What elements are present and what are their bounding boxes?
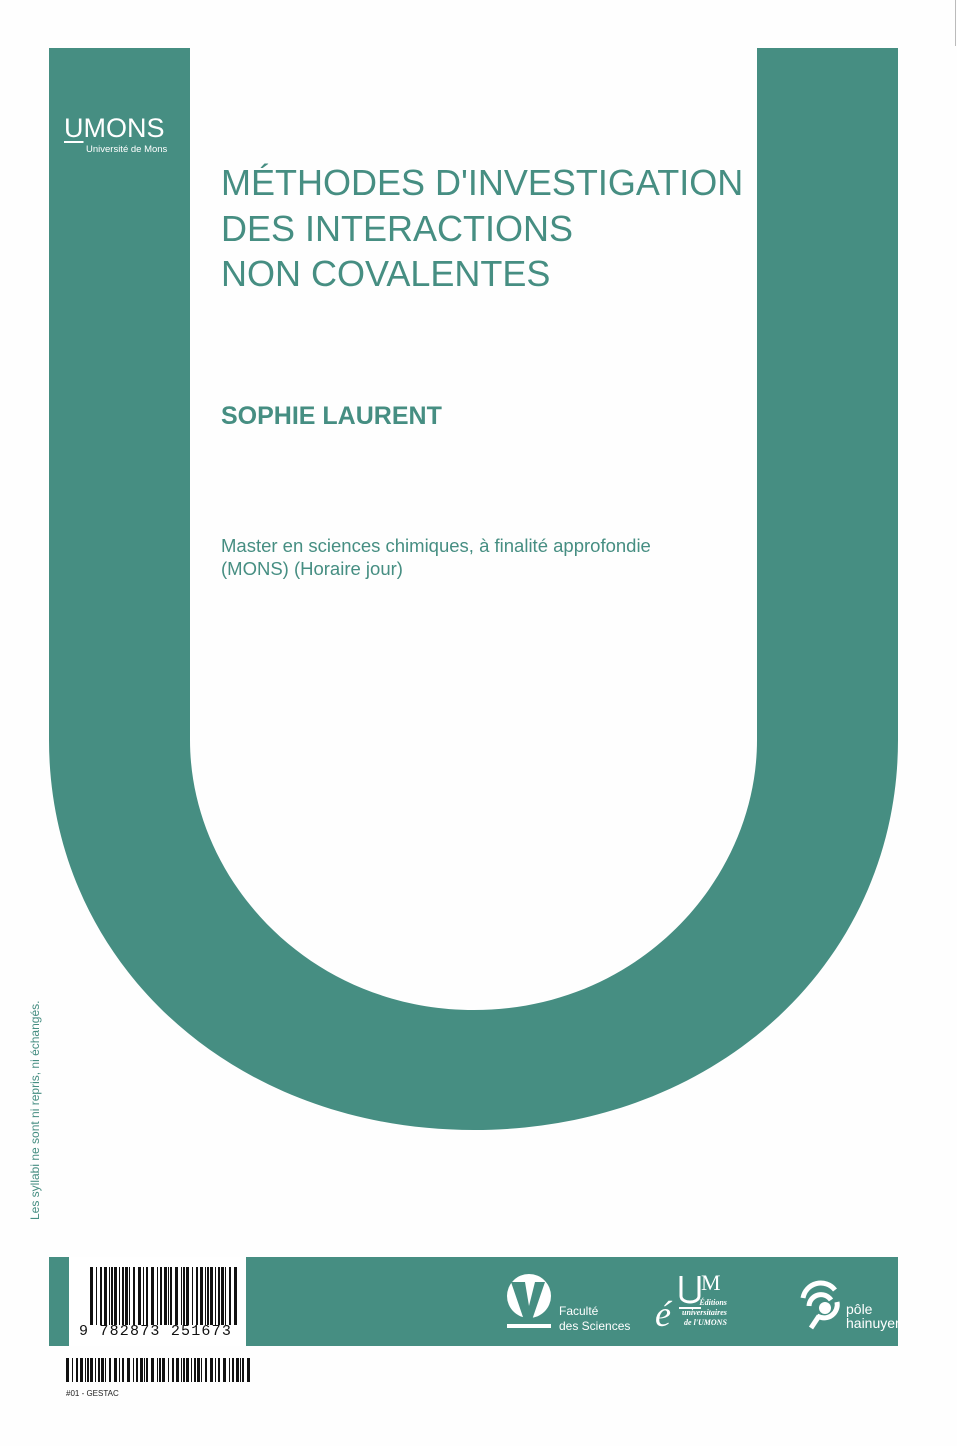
svg-text:é: é [655, 1294, 671, 1332]
faculte-line: des Sciences [559, 1319, 631, 1333]
umons-wordmark-u: U [64, 113, 84, 143]
eum-label [682, 1298, 727, 1328]
faculte-label [559, 1304, 630, 1334]
scrollbar-edge [955, 0, 956, 46]
svg-text:M: M [701, 1272, 721, 1295]
pole-line: hainuyer [846, 1315, 900, 1331]
pole-label [846, 1302, 900, 1330]
eum-line: universitaires [682, 1308, 727, 1317]
eum-line: de l'UMONS [684, 1318, 727, 1327]
eum-line: Éditions [699, 1298, 727, 1307]
isbn-digits: 9 782873 251673 [79, 1323, 233, 1340]
code-label: #01 - GESTAC [66, 1389, 119, 1398]
document-title [221, 160, 743, 297]
small-barcode [66, 1358, 252, 1384]
pole-line: pôle [846, 1301, 873, 1317]
title-line: DES INTERACTIONS [221, 207, 574, 249]
umons-subtitle: Université de Mons [86, 144, 168, 155]
faculte-logo-icon [505, 1272, 555, 1332]
title-line: MÉTHODES D'INVESTIGATION [221, 162, 744, 203]
side-note: Les syllabi ne sont ni repris, ni échangés. [28, 1000, 42, 1220]
program-line: Master en sciences chimiques, à finalité approfondie [221, 535, 651, 556]
pole-hainuyer-logo-icon [795, 1278, 845, 1334]
program-line: (MONS) (Horaire jour) [221, 558, 403, 579]
umons-wordmark: UMONS [64, 113, 165, 143]
title-line: NON COVALENTES [221, 253, 551, 294]
author-name: SOPHIE LAURENT [221, 402, 442, 430]
program-description [221, 534, 721, 580]
faculte-line: Faculté [559, 1304, 599, 1318]
umons-logo [64, 114, 167, 155]
